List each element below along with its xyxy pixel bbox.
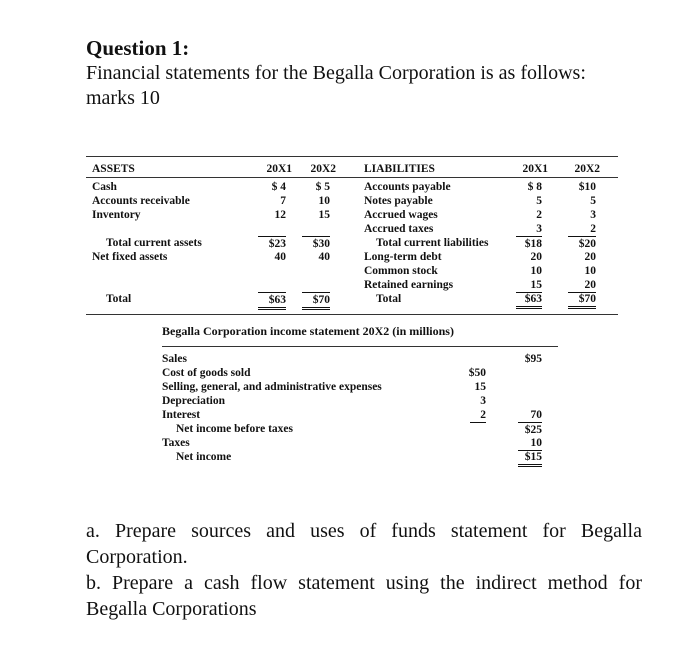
liab-accrued-wages-y1: 2	[536, 209, 542, 221]
asset-receivable-y1: 7	[280, 195, 286, 207]
income-label-net-income: Net income	[176, 451, 232, 463]
question-intro: Financial statements for the Begalla Corporation is as follows:	[86, 62, 586, 84]
liab-total-current-y2: $20	[568, 236, 596, 251]
liab-long-term-debt-y2: 20	[584, 251, 596, 263]
task-b: b. Prepare a cash flow statement using the indirect method for Begalla Corporations	[86, 572, 642, 620]
asset-label-total-current: Total current assets	[106, 237, 202, 249]
asset-cash-y2: $ 5	[315, 181, 330, 193]
income-depreciation-inner: 3	[480, 395, 486, 407]
assets-header: ASSETS	[92, 163, 135, 175]
liab-notes-payable-y1: 5	[536, 195, 542, 207]
liab-accrued-taxes-y1: 3	[536, 223, 542, 235]
liab-accrued-taxes-y2: 2	[590, 223, 596, 235]
liab-long-term-debt-y1: 20	[530, 251, 542, 263]
income-interest-outer: 70	[530, 409, 542, 421]
liab-total-y1: $63	[516, 292, 542, 309]
income-net-income-outer: $15	[518, 450, 542, 467]
income-nibt-outer: $25	[518, 422, 542, 437]
income-label-sga: Selling, general, and administrative expenses	[162, 381, 382, 393]
income-label-sales: Sales	[162, 353, 187, 365]
liab-common-stock-y2: 10	[584, 265, 596, 277]
liab-label-common-stock: Common stock	[364, 265, 438, 277]
income-taxes-outer: 10	[518, 436, 542, 451]
liab-label-total-current: Total current liabilities	[376, 237, 489, 249]
asset-label-receivable: Accounts receivable	[92, 195, 190, 207]
liab-retained-earnings-y1: 15	[516, 278, 542, 293]
liab-total-current-y1: $18	[516, 236, 542, 251]
asset-total-current-y1: $23	[258, 236, 286, 251]
asset-cash-y1: $ 4	[271, 181, 286, 193]
liab-common-stock-y1: 10	[530, 265, 542, 277]
liab-total-y2: $70	[568, 292, 596, 309]
asset-total-current-y2: $30	[302, 236, 330, 251]
liab-accrued-wages-y2: 3	[590, 209, 596, 221]
liab-label-accrued-wages: Accrued wages	[364, 209, 438, 221]
asset-total-y2: $70	[302, 292, 330, 310]
balance-sheet-bottom-rule	[86, 314, 618, 315]
table-top-rule	[86, 156, 618, 157]
liabilities-year-2: 20X2	[574, 163, 600, 175]
income-label-nibt: Net income before taxes	[176, 423, 293, 435]
income-statement-rule	[162, 346, 558, 347]
header-rule	[86, 177, 618, 178]
asset-label-inventory: Inventory	[92, 209, 141, 221]
liab-label-accounts-payable: Accounts payable	[364, 181, 451, 193]
liab-label-retained-earnings: Retained earnings	[364, 279, 454, 291]
income-label-depreciation: Depreciation	[162, 395, 226, 407]
asset-fixed-y2: 40	[318, 251, 330, 263]
liab-notes-payable-y2: 5	[590, 195, 596, 207]
income-sga-inner: 15	[474, 381, 486, 393]
liab-accounts-payable-y1: $ 8	[527, 181, 542, 193]
liab-label-notes-payable: Notes payable	[364, 195, 433, 207]
liab-label-accrued-taxes: Accrued taxes	[364, 223, 434, 235]
asset-fixed-y1: 40	[274, 251, 286, 263]
assets-year-2: 20X2	[310, 163, 336, 175]
income-sales-outer: $95	[524, 353, 542, 365]
financial-statements-image	[86, 150, 618, 480]
asset-label-total: Total	[106, 293, 132, 305]
task-a: a. Prepare sources and uses of funds statement for Begalla Corporation.	[86, 520, 642, 568]
income-interest-inner: 2	[470, 408, 486, 423]
question-marks: marks 10	[86, 87, 160, 109]
asset-inventory-y1: 12	[274, 209, 286, 221]
income-cogs-inner: $50	[468, 367, 486, 379]
income-label-interest: Interest	[162, 409, 201, 421]
asset-label-fixed: Net fixed assets	[92, 251, 168, 263]
question-title: Question 1:	[86, 36, 190, 60]
assets-year-1: 20X1	[266, 163, 292, 175]
income-statement-title: Begalla Corporation income statement 20X2 (in millions)	[162, 324, 454, 338]
liab-accounts-payable-y2: $10	[578, 181, 596, 193]
liabilities-header: LIABILITIES	[364, 163, 435, 175]
asset-inventory-y2: 15	[318, 209, 330, 221]
liabilities-year-1: 20X1	[522, 163, 548, 175]
liab-label-total: Total	[376, 293, 402, 305]
liab-retained-earnings-y2: 20	[568, 278, 596, 293]
asset-receivable-y2: 10	[318, 195, 330, 207]
asset-total-y1: $63	[258, 292, 286, 310]
liab-label-long-term-debt: Long-term debt	[364, 251, 442, 263]
income-label-cogs: Cost of goods sold	[162, 367, 251, 379]
income-label-taxes: Taxes	[162, 437, 190, 449]
asset-label-cash: Cash	[92, 181, 117, 193]
